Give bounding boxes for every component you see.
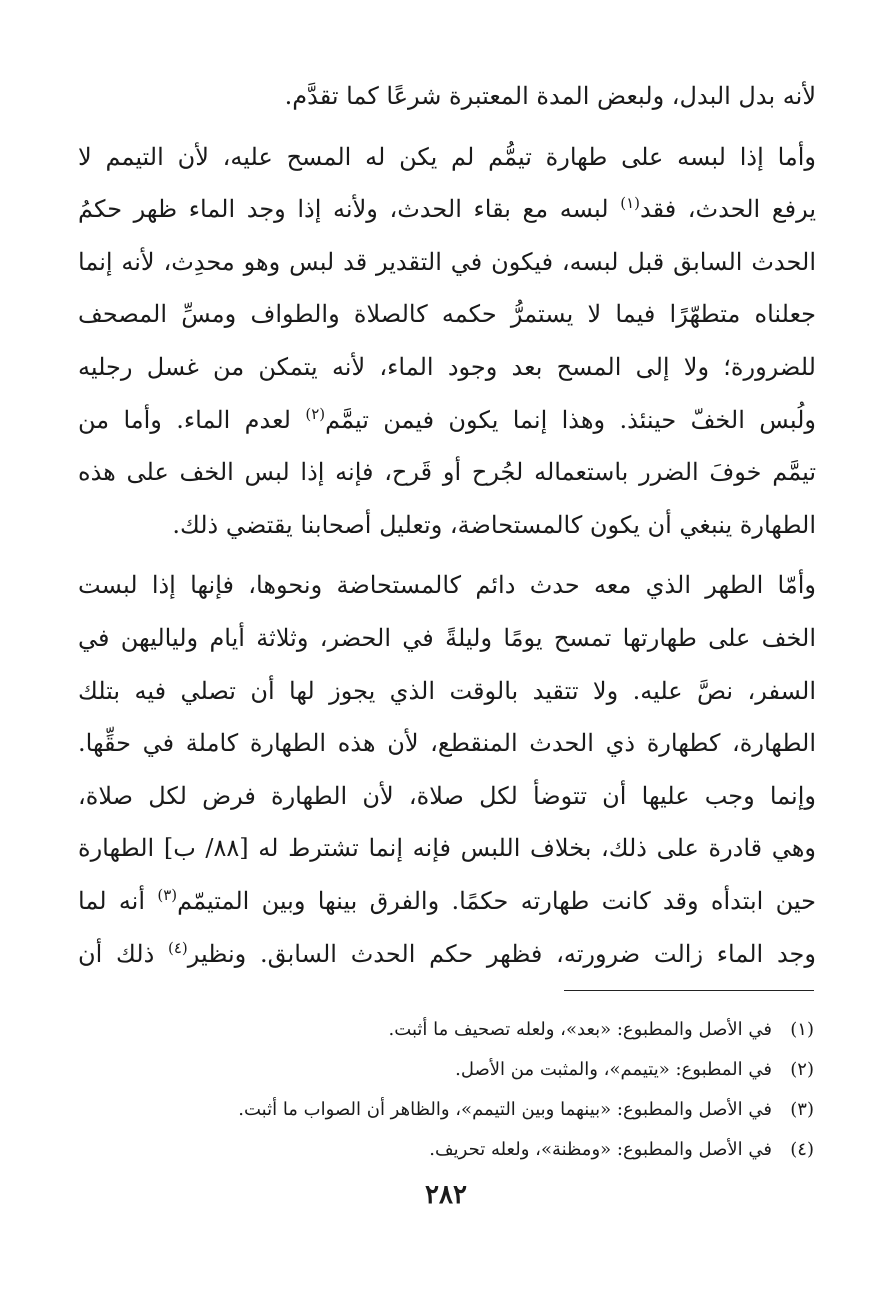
text-line	[78, 875, 816, 928]
footnote-marker-1[interactable]: (١)	[620, 194, 640, 213]
text-line: وإنما وجب عليها أن تتوضأ لكل صلاة، لأن الطهارة فرض لكل صلاة،	[78, 781, 816, 810]
main-text	[78, 70, 816, 980]
text-segment: ذلك أن	[78, 939, 155, 968]
footnote-marker-3[interactable]: (٣)	[157, 885, 178, 904]
text-line: الطهارة ينبغي أن يكون كالمستحاضة، وتعليل أصحابنا يقتضي ذلك.	[172, 510, 816, 539]
text-line	[78, 183, 816, 236]
footnote-marker-2[interactable]: (٢)	[305, 404, 326, 423]
paragraph-gap	[78, 551, 816, 559]
text-line: لأنه بدل البدل، ولبعض المدة المعتبرة شرعًا كما تقدَّم.	[284, 82, 816, 110]
text-line: الطهارة، كطهارة ذي الحدث المنقطع، لأن هذه الطهارة كاملة في حقِّها.	[78, 729, 816, 758]
footnote-text: في الأصل والمطبوع: «بينهما وبين التيمم»، والظاهر أن الصواب ما أثبت.	[238, 1099, 772, 1120]
footnote-text: في الأصل والمطبوع: «بعد»، ولعله تصحيف ما أثبت.	[388, 1019, 772, 1040]
text-segment: لبسه مع بقاء الحدث، ولأنه إذا وجد الماء ظهر حكمُ	[78, 195, 609, 224]
footnote-text: في المطبوع: «يتيمم»، والمثبت من الأصل.	[455, 1059, 772, 1080]
footnote-item	[76, 1010, 814, 1050]
text-line: السفر، نصَّ عليه. ولا تتقيد بالوقت الذي يجوز لها أن تصلي فيه بتلك	[78, 676, 816, 705]
text-line: للضرورة؛ ولا إلى المسح بعد وجود الماء، لأنه يتمكن من غسل رجليه	[78, 352, 816, 381]
text-line: الحدث السابق قبل لبسه، فيكون في التقدير قد لبس وهو محدِث، لأنه إنما	[78, 247, 816, 276]
text-line: جعلناه متطهّرًا فيما لا يستمرُّ حكمه كالصلاة والطواف ومسِّ المصحف	[78, 300, 816, 329]
paragraph-gap	[78, 123, 816, 131]
text-segment: وجد الماء زالت ضرورته، فظهر حكم الحدث السابق. ونظير	[187, 939, 816, 968]
text-line	[78, 928, 816, 981]
text-line: تيمَّم خوفَ الضرر باستعماله لجُرح أو قَرح، فإنه إذا لبس الخف على هذه	[78, 458, 816, 487]
footnote-number: (٤)	[790, 1139, 814, 1160]
footnote-marker-4[interactable]: (٤)	[167, 938, 188, 957]
footnote-number: (١)	[790, 1019, 814, 1040]
text-segment: يرفع الحدث، فقد	[639, 195, 816, 224]
footnote-item	[76, 1050, 814, 1090]
footnotes	[76, 1010, 814, 1170]
text-line: وأمّا الطهر الذي معه حدث دائم كالمستحاضة ونحوها، فإنها إذا لبست	[78, 571, 816, 600]
text-line: وهي قادرة على ذلك، بخلاف اللبس فإنه إنما تشترط له [٨٨/ ب] الطهارة	[78, 834, 816, 863]
text-line	[78, 394, 816, 447]
text-segment: حين ابتدأه وقد كانت طهارته حكمًا. والفرق بينها وبين المتيمّم	[177, 886, 816, 915]
footnote-number: (٢)	[790, 1059, 814, 1080]
text-segment: لعدم الماء. وأما من	[78, 405, 291, 434]
text-line: وأما إذا لبسه على طهارة تيمُّم لم يكن له المسح عليه، لأن التيمم لا	[78, 142, 816, 171]
footnote-separator	[564, 990, 814, 991]
footnote-item	[76, 1090, 814, 1130]
text-segment: أنه لما	[78, 886, 146, 915]
footnote-text: في الأصل والمطبوع: «ومظنة»، ولعله تحريف.	[429, 1139, 772, 1160]
text-segment: ولُبس الخفّ حينئذ. وهذا إنما يكون فيمن تيمَّم	[325, 405, 816, 434]
footnote-number: (٣)	[790, 1099, 814, 1120]
page-number: ٢٨٢	[425, 1180, 467, 1210]
footnote-item	[76, 1130, 814, 1170]
text-line: الخف على طهارتها تمسح يومًا وليلةً في الحضر، وثلاثة أيام ولياليهن في	[78, 623, 816, 652]
